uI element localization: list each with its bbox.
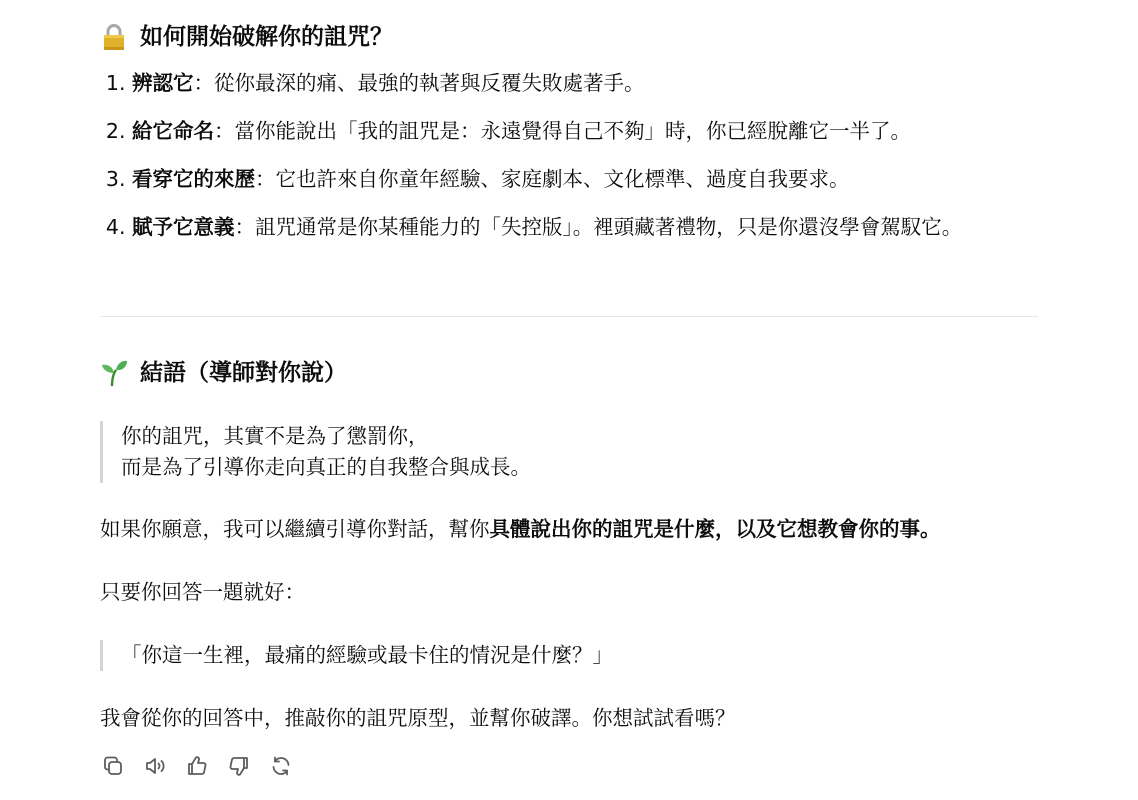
steps-list [100, 68, 1042, 260]
lock-icon [100, 23, 128, 51]
quote-line: 而是為了引導你走向真正的自我整合與成長。 [121, 455, 531, 479]
list-item [132, 68, 1042, 99]
message-action-bar [100, 755, 294, 781]
step-bold: 給它命名 [132, 119, 214, 143]
paragraph: 我會從你的回答中，推敲你的詛咒原型，並幫你破譯。你想試試看嗎？ [100, 706, 736, 730]
list-item [132, 116, 1042, 147]
paragraph: 只要你回答一題就好： [100, 580, 305, 604]
thumbs-down-button[interactable] [226, 755, 252, 781]
copy-icon [101, 754, 125, 782]
copy-button[interactable] [100, 755, 126, 781]
section-title: 如何開始破解你的詛咒？ [140, 24, 393, 50]
divider [100, 316, 1038, 317]
regenerate-button[interactable] [268, 755, 294, 781]
list-item [132, 212, 1042, 243]
paragraph-text: 如果你願意，我可以繼續引導你對話，幫你 [100, 517, 490, 541]
blockquote-question [100, 640, 613, 671]
quote-line: 你的詛咒，其實不是為了懲罰你， [121, 424, 429, 448]
step-bold: 賦予它意義 [132, 215, 235, 239]
section-title: 結語（導師對你說） [140, 360, 347, 386]
read-aloud-button[interactable] [142, 755, 168, 781]
quote-line: 「你這一生裡，最痛的經驗或最卡住的情況是什麼？」 [121, 643, 613, 667]
step-bold: 看穿它的來歷 [132, 167, 255, 191]
thumbs-down-icon [227, 754, 251, 782]
step-bold: 辨認它 [132, 71, 194, 95]
paragraph-bold: 具體說出你的詛咒是什麼，以及它想教會你的事。 [489, 517, 941, 541]
sprout-icon [100, 359, 128, 387]
thumbs-up-button[interactable] [184, 755, 210, 781]
section-heading-conclusion [100, 358, 347, 388]
step-text: ：它也許來自你童年經驗、家庭劇本、文化標準、過度自我要求。 [255, 167, 850, 191]
list-item [132, 164, 1042, 195]
regenerate-icon [269, 754, 293, 782]
section-heading-crack-curse [100, 22, 393, 52]
step-text: ：詛咒通常是你某種能力的「失控版」。裡頭藏著禮物，只是你還沒學會駕馭它。 [234, 215, 963, 239]
step-text: ：當你能說出「我的詛咒是：永遠覺得自己不夠」時，你已經脫離它一半了。 [214, 119, 911, 143]
thumbs-up-icon [185, 754, 209, 782]
blockquote [100, 421, 531, 483]
paragraph [100, 514, 941, 545]
read-aloud-icon [143, 754, 167, 782]
step-text: ：從你最深的痛、最強的執著與反覆失敗處著手。 [193, 71, 645, 95]
